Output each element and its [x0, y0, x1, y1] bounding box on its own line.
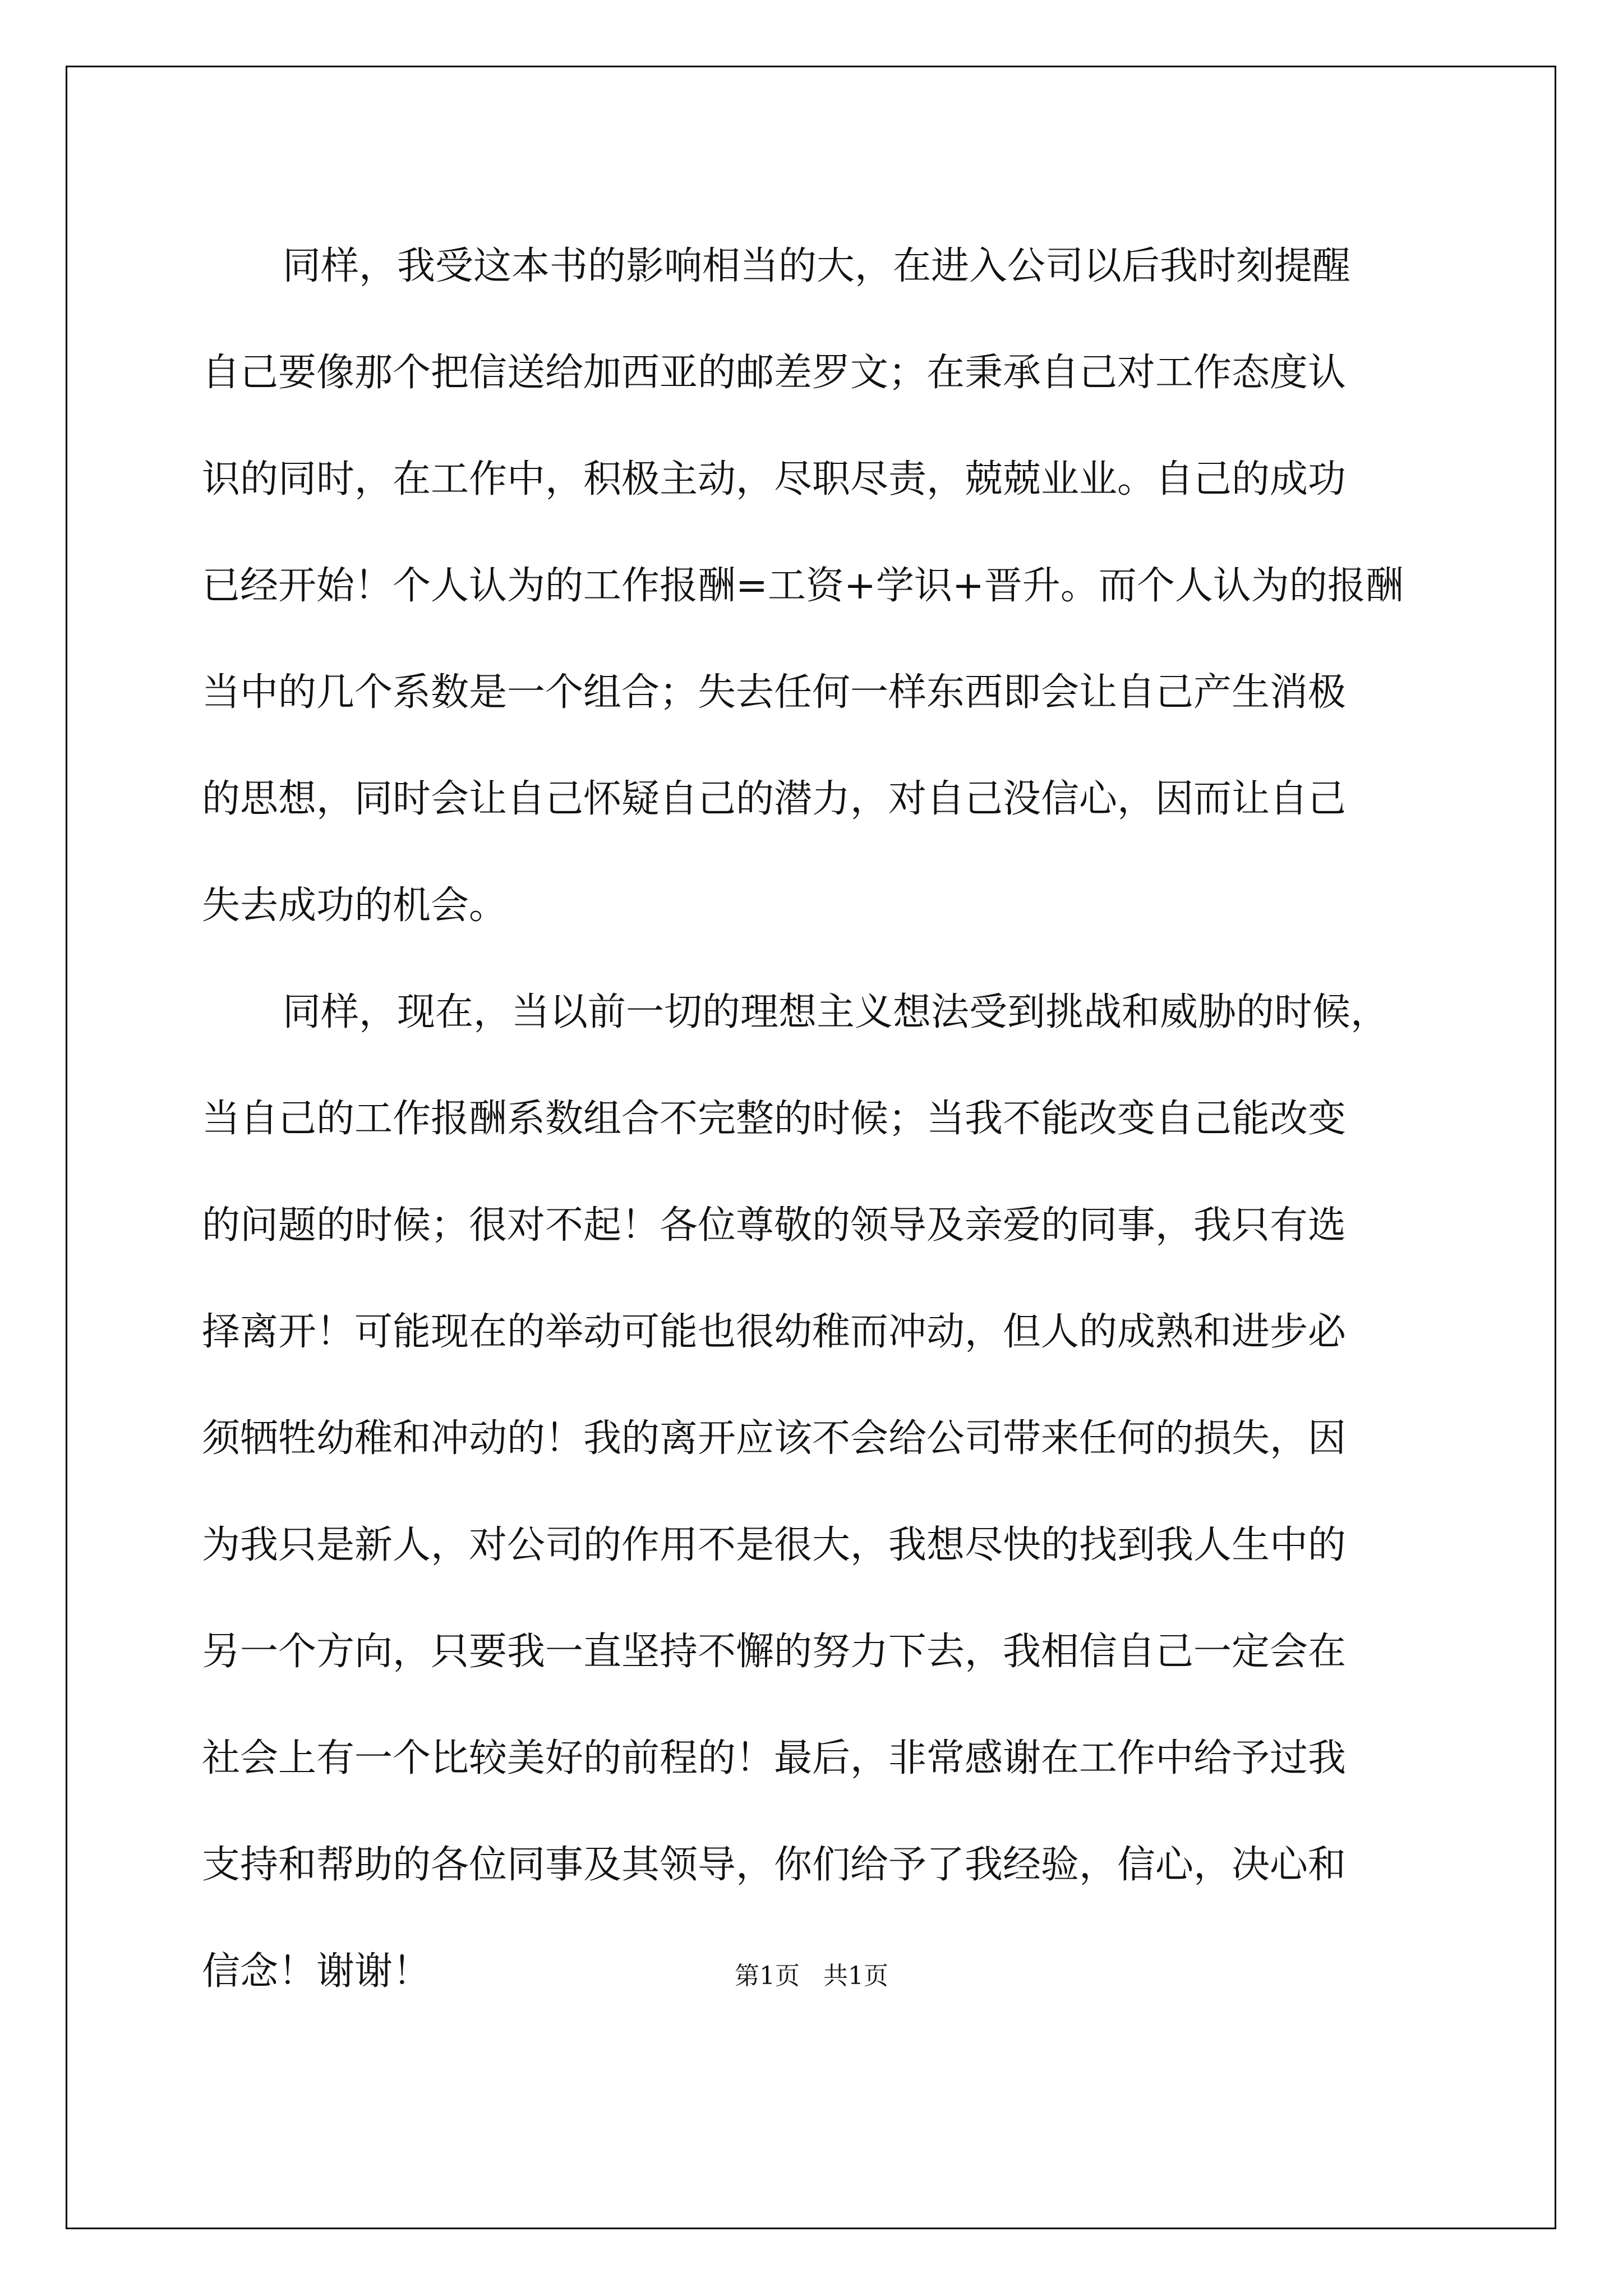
paragraph-line: 另一个方向，只要我一直坚持不懈的努力下去，我相信自己一定会在 — [202, 1630, 1347, 1674]
paragraph-line: 已经开始！个人认为的工作报酬=工资+学识+晋升。而个人认为的报酬 — [202, 564, 1404, 608]
paragraph-line: 为我只是新人，对公司的作用不是很大，我想尽快的找到我人生中的 — [202, 1523, 1347, 1567]
page-number: 第1页 — [735, 1962, 800, 1990]
paragraph-line: 社会上有一个比较美好的前程的！最后，非常感谢在工作中给予过我 — [202, 1736, 1347, 1780]
paragraph-line: 须牺牲幼稚和冲动的！我的离开应该不会给公司带来任何的损失，因 — [202, 1416, 1347, 1461]
page-total: 共1页 — [823, 1962, 888, 1990]
paragraph-line: 当中的几个系数是一个组合；失去任何一样东西即会让自己产生消极 — [202, 670, 1347, 715]
paragraph-line: 同样，现在，当以前一切的理想主义想法受到挑战和威胁的时候， — [283, 990, 1389, 1034]
paragraph-line: 同样，我受这本书的影响相当的大，在进入公司以后我时刻提醒 — [283, 244, 1351, 288]
paragraph-line: 信念！谢谢！ — [202, 1949, 431, 1994]
paragraph-line: 失去成功的机会。 — [202, 884, 508, 928]
paragraph-1 — [202, 213, 1436, 959]
paragraph-line: 当自己的工作报酬系数组合不完整的时候；当我不能改变自己能改变 — [202, 1097, 1347, 1141]
page-footer — [0, 1959, 1623, 1993]
paragraph-line: 择离开！可能现在的举动可能也很幼稚而冲动，但人的成熟和进步必 — [202, 1310, 1347, 1354]
paragraph-2 — [202, 959, 1436, 2025]
paragraph-line: 支持和帮助的各位同事及其领导，你们给予了我经验，信心，决心和 — [202, 1843, 1347, 1887]
paragraph-line: 的问题的时候；很对不起！各位尊敬的领导及亲爱的同事，我只有选 — [202, 1203, 1347, 1248]
document-body — [202, 213, 1436, 2025]
paragraph-line: 自己要像那个把信送给加西亚的邮差罗文；在秉承自己对工作态度认 — [202, 351, 1347, 395]
paragraph-line: 识的同时，在工作中，积极主动，尽职尽责，兢兢业业。自己的成功 — [202, 457, 1347, 501]
paragraph-line: 的思想，同时会让自己怀疑自己的潜力，对自己没信心，因而让自己 — [202, 777, 1347, 821]
